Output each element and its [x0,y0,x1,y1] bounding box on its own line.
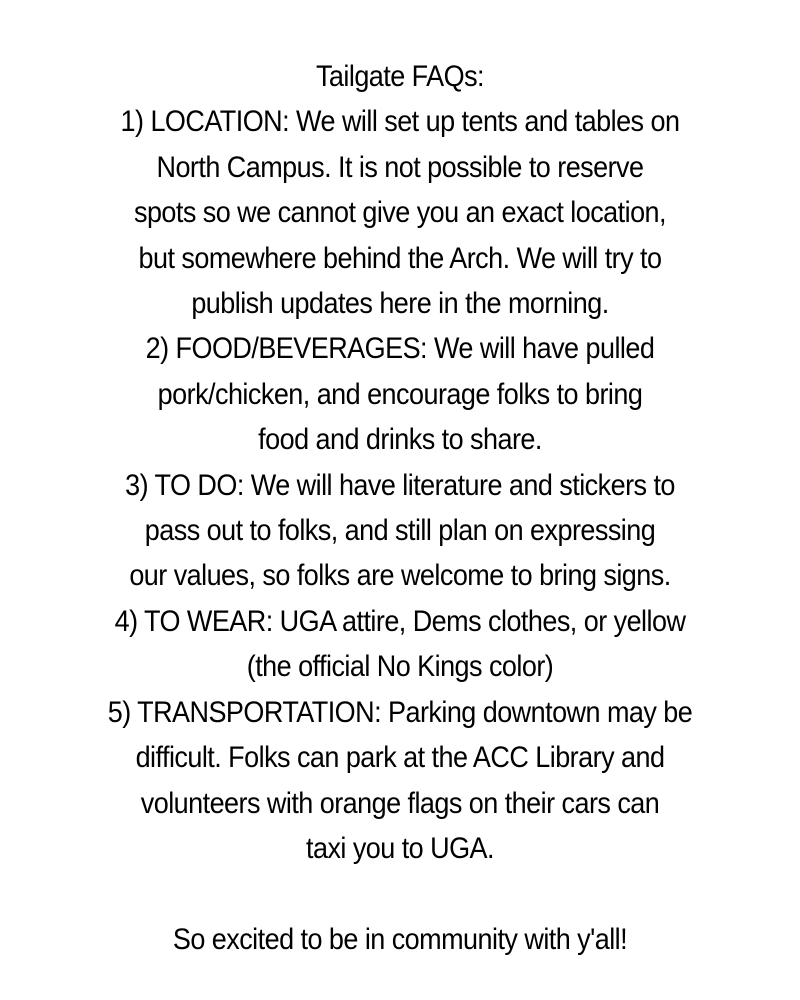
faq-line: publish updates here in the morning. [191,287,609,321]
faq-line: difficult. Folks can park at the ACC Library and [135,741,665,775]
faq-line: but somewhere behind the Arch. We will try to [138,241,662,275]
faq-line: North Campus. It is not possible to reserve [156,150,644,184]
faq-line: taxi you to UGA. [306,831,494,865]
faq-line: (the official No Kings color) [246,650,554,684]
faq-line: 5) TRANSPORTATION: Parking downtown may be [107,695,693,729]
faq-line: volunteers with orange flags on their cars can [140,786,660,820]
faq-title: Tailgate FAQs: [315,60,485,93]
faq-line: 4) TO WEAR: UGA attire, Dems clothes, or yellow [114,604,686,638]
faq-line: 1) LOCATION: We will set up tents and tables on [120,105,680,139]
faq-line: pass out to folks, and still plan on expressing [144,514,656,548]
faq-line: food and drinks to share. [258,423,542,457]
faq-line: 2) FOOD/BEVERAGES: We will have pulled [145,332,655,366]
blank-line [0,871,800,916]
faq-line: spots so we cannot give you an exact location, [133,196,666,230]
faq-line: 3) TO DO: We will have literature and stickers to [125,468,675,502]
faq-line: our values, so folks are welcome to bring signs. [129,559,671,593]
faq-line: pork/chicken, and encourage folks to bring [157,377,643,411]
closing-message: So excited to be in community with y'all! [172,922,628,956]
